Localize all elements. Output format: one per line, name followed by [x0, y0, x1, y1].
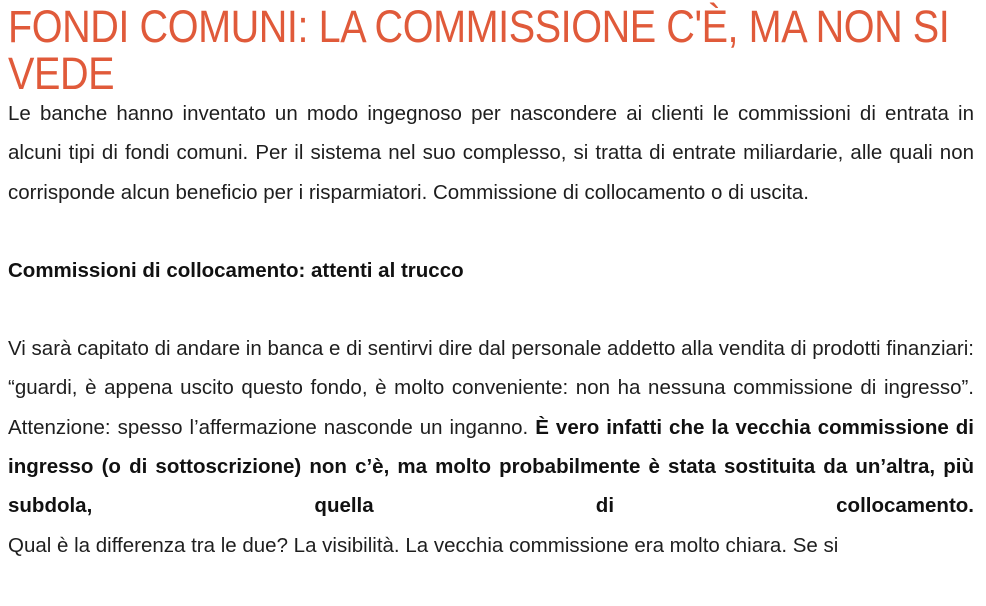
article-title: FONDI COMUNI: LA COMMISSIONE C'È, MA NON SI VEDE: [8, 1, 950, 99]
body-paragraph: [8, 329, 974, 565]
section-subheading: Commissioni di collocamento: attenti al trucco: [8, 258, 464, 282]
paragraph-bold-text: È vero infatti che la vecchia commissione di ingresso (o di sottoscrizione) non c’è, ma molto probabilmente è stata sostituita da un’altra, più subdola, quella di collocamento.: [8, 415, 974, 518]
intro-paragraph: Le banche hanno inventato un modo ingegnoso per nascondere ai clienti le commissioni di entrata in alcuni tipi di fondi comuni. Per il sistema nel suo complesso, si tratta di entrate miliardarie, alle quali non corrisponde alcun beneficio per i risparmiatori. Commissione di collocamento o di uscita.: [8, 102, 974, 204]
paragraph-normal-text: Vi sarà capitato di andare in banca e di sentirvi dire dal personale addetto alla vendita di prodotti finanziari: “guardi, è appena uscito questo fondo, è molto conveniente: non ha nessuna commissione di ingresso”. Attenzione: spesso l’affermazione nasconde un inganno.: [8, 337, 975, 439]
paragraph-tail-text: Qual è la differenza tra le due? La visibilità. La vecchia commissione era molto chiara. Se si: [8, 533, 839, 557]
